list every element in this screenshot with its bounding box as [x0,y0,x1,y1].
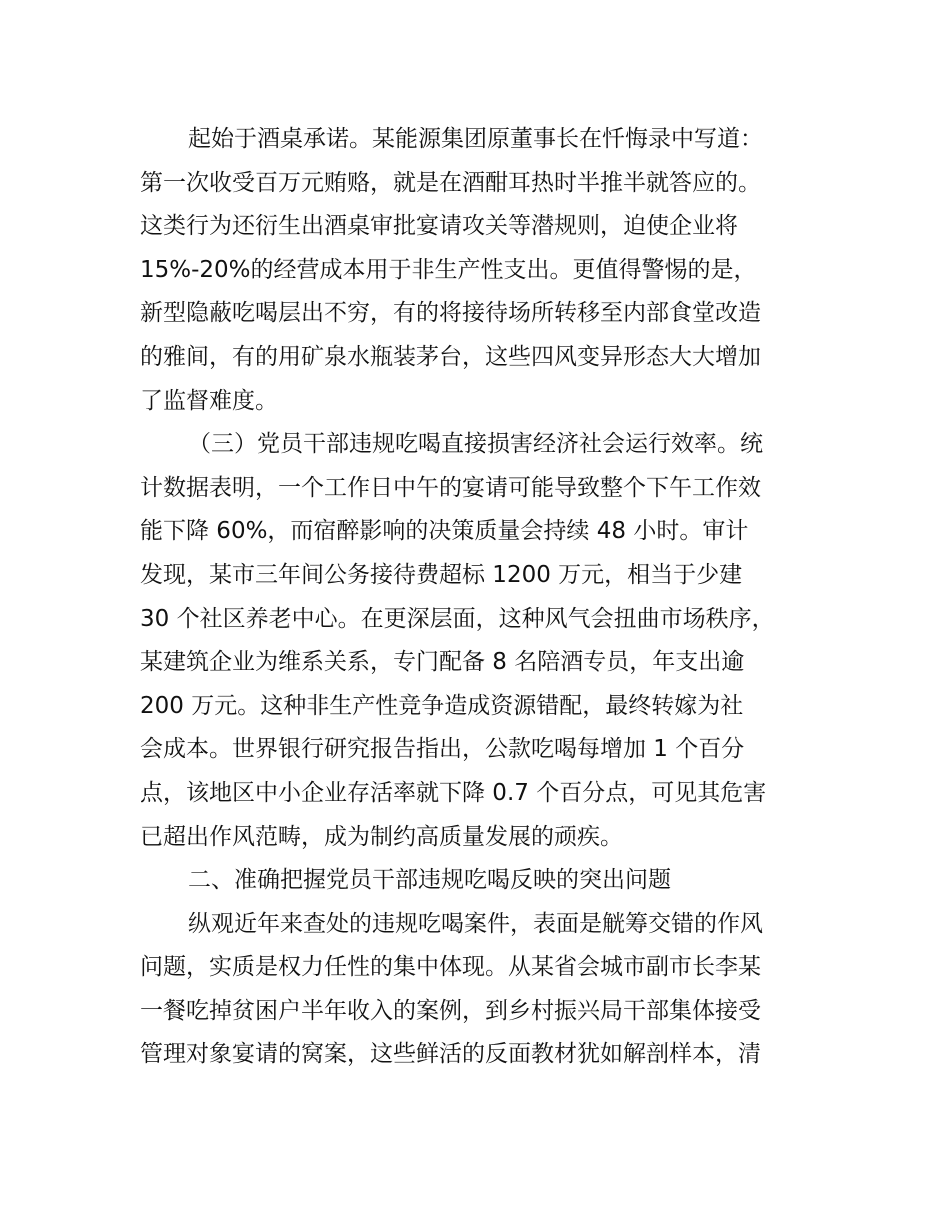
text-line: 30 个社区养老中心。在更深层面，这种风气会扭曲市场秩序， [140,605,775,632]
text-line: 了监督难度。 [140,387,278,414]
text-line: 起始于酒桌承诺。某能源集团原董事长在忏悔录中写道： [188,126,763,152]
text-line: 第一次收受百万元贿赂，就是在酒酣耳热时半推半就答应的。 [140,169,761,196]
text-line: 纵观近年来查处的违规吃喝案件，表面是觥筹交错的作风 [188,910,763,937]
text-line: 点，该地区中小企业存活率就下降 0.7 个百分点，可见其危害 [140,779,767,806]
text-line: 会成本。世界银行研究报告指出，公款吃喝每增加 1 个百分 [140,736,745,763]
text-line: 已超出作风范畴，成为制约高质量发展的顽疾。 [140,823,623,850]
text-line: 新型隐蔽吃喝层出不穷，有的将接待场所转移至内部食堂改造 [140,300,761,327]
text-line: 发现，某市三年间公务接待费超标 1200 万元，相当于少建 [140,561,743,588]
text-line: 某建筑企业为维系关系，专门配备 8 名陪酒专员，年支出逾 [140,649,745,676]
text-line: 问题，实质是权力任性的集中体现。从某省会城市副市长李某 [140,954,761,981]
text-line: 计数据表明，一个工作日中午的宴请可能导致整个下午工作效 [140,474,761,501]
text-line: 这类行为还衍生出酒桌审批宴请攻关等潜规则，迫使企业将 [140,213,738,240]
text-line: 一餐吃掉贫困户半年收入的案例，到乡村振兴局干部集体接受 [140,997,761,1024]
text-line: 15%-20%的经营成本用于非生产性支出。更值得警惕的是， [140,256,757,283]
text-line: （三）党员干部违规吃喝直接损害经济社会运行效率。统 [188,431,763,458]
document-body [140,118,830,1077]
text-line: 管理对象宴请的窝案，这些鲜活的反面教材犹如解剖样本，清 [140,1041,761,1068]
text-line: 能下降 60%，而宿醉影响的决策质量会持续 48 小时。审计 [140,518,749,545]
text-line: 的雅间，有的用矿泉水瓶装茅台，这些四风变异形态大大增加 [140,343,761,370]
section-heading: 二、准确把握党员干部违规吃喝反映的突出问题 [188,867,671,894]
text-line: 200 万元。这种非生产性竞争造成资源错配，最终转嫁为社 [140,692,744,719]
